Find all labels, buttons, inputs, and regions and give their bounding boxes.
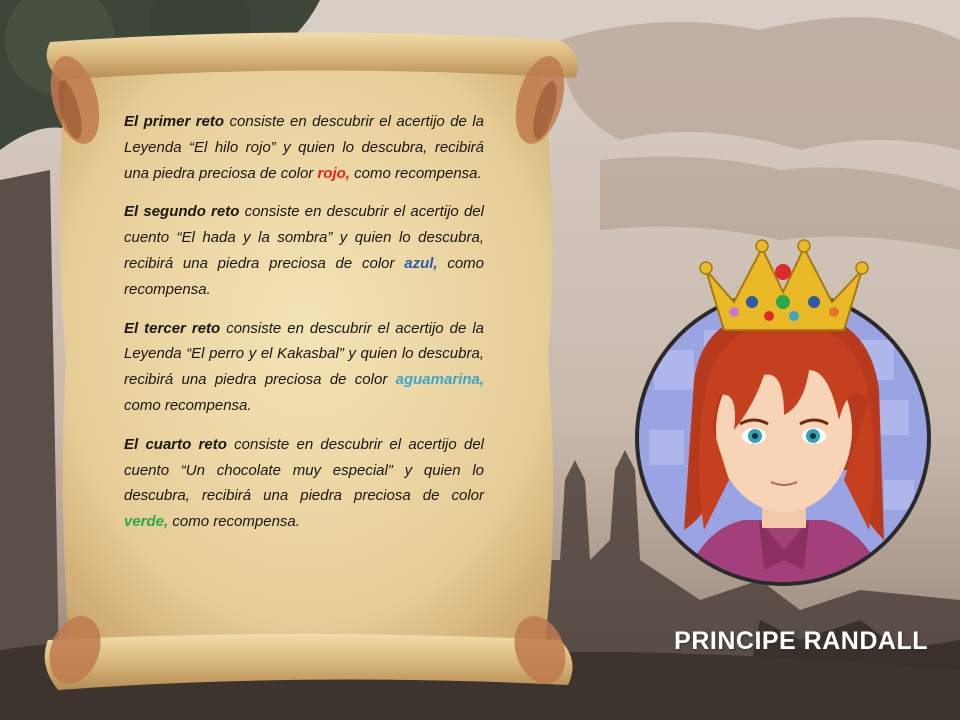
challenge-4: [124, 432, 484, 535]
challenges-text: [124, 109, 484, 548]
challenge-4-reward: como recompensa.: [168, 513, 300, 531]
challenge-1-stone: rojo,: [317, 164, 350, 182]
prince-portrait: [634, 230, 934, 610]
challenge-4-lead: El cuarto reto: [124, 435, 227, 453]
challenge-3-lead: El tercer reto: [124, 319, 221, 337]
challenge-2-stone: azul,: [404, 254, 438, 272]
challenge-2-reward: como recompensa.: [124, 254, 484, 298]
challenge-4-stone: verde,: [124, 513, 169, 531]
challenge-1-reward: como recompensa.: [349, 164, 482, 182]
challenge-3-stone: aguamarina,: [395, 371, 484, 389]
crown-icon: [700, 240, 868, 330]
challenge-2-text: consiste en descubrir el acertijo del cuento “El hada y la sombra” y quien lo descubra, recibirá una piedra preciosa de color: [124, 203, 484, 272]
challenge-2: [124, 199, 484, 302]
challenge-1-text: consiste en descubrir el acertijo de la Leyenda “El hilo rojo” y quien lo descubra, recibirá una piedra preciosa de color: [124, 113, 485, 182]
challenge-4-text: consiste en descubrir el acertijo del cuento “Un chocolate muy especial” y quien lo descubra, recibirá una piedra preciosa de color: [124, 435, 484, 505]
challenge-1-lead: El primer reto: [124, 113, 225, 130]
challenge-3-text: consiste en descubrir el acertijo de la Leyenda “El perro y el Kakasbal” y quien lo descubra, recibirá una piedra preciosa de color: [124, 319, 485, 389]
challenge-3: [124, 316, 484, 419]
character-name-caption: PRINCIPE RANDALL: [674, 627, 928, 655]
challenge-3-reward: como recompensa.: [124, 396, 252, 414]
challenge-2-lead: El segundo reto: [124, 203, 240, 221]
challenge-1: [124, 109, 484, 186]
